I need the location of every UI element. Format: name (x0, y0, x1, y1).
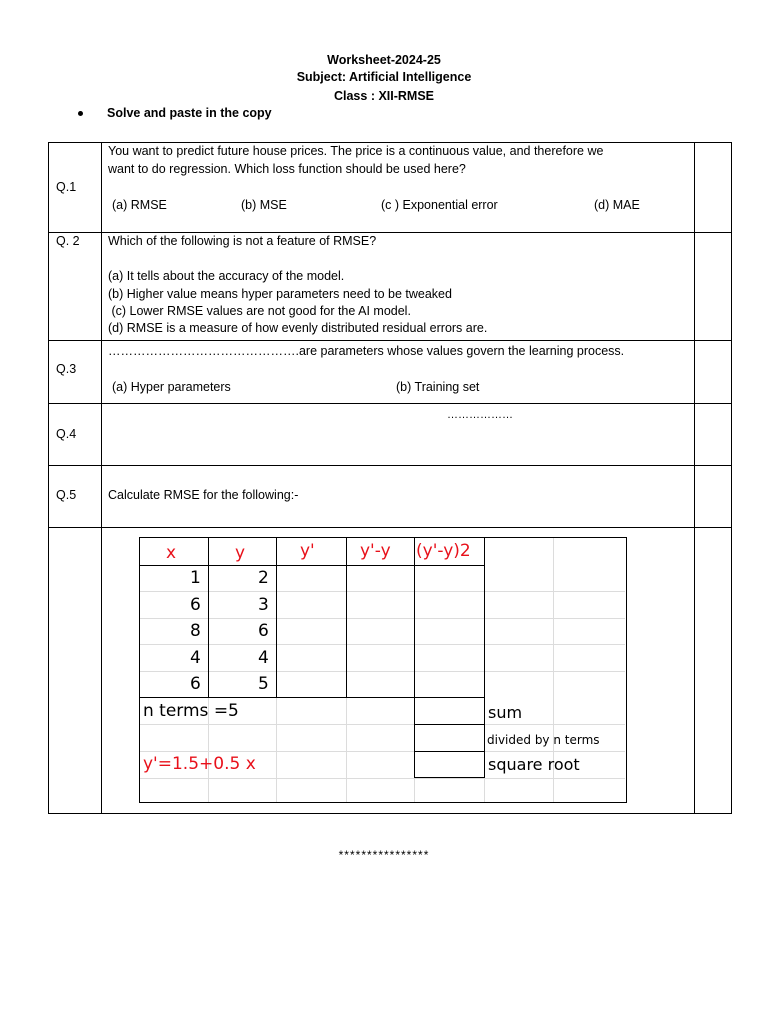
question-number: Q. 2 (56, 234, 80, 248)
option-a: (a) RMSE (112, 198, 167, 212)
header-x: x (166, 543, 177, 563)
option-a: (a) Hyper parameters (112, 380, 231, 394)
question-number: Q.4 (56, 427, 77, 441)
option-d: (d) MAE (594, 198, 640, 212)
table-border (140, 697, 485, 698)
table-border (484, 538, 485, 778)
table-border (414, 538, 415, 778)
option-d: (d) RMSE is a measure of how evenly distributed residual errors are. (108, 321, 488, 335)
cell-x: 6 (190, 674, 201, 694)
n-terms-label: n terms =5 (143, 701, 239, 721)
header-diff: y'-y (360, 541, 391, 561)
cell-y: 4 (258, 648, 269, 668)
table-border (414, 724, 485, 725)
option-a: (a) It tells about the accuracy of the model. (108, 269, 345, 283)
cell-y: 2 (258, 568, 269, 588)
instruction (78, 106, 272, 120)
table-border (276, 538, 277, 698)
question-number: Q.3 (56, 362, 77, 376)
table-border (414, 751, 485, 752)
cell-y: 5 (258, 674, 269, 694)
header-y: y (235, 543, 246, 563)
instruction-text: Solve and paste in the copy (107, 106, 272, 120)
cell-x: 4 (190, 648, 201, 668)
rmse-spreadsheet (139, 537, 627, 803)
question-row-4 (49, 404, 731, 466)
grid-line (346, 697, 347, 802)
table-border (208, 538, 209, 698)
cell-x: 8 (190, 621, 201, 641)
footer-stars: **************** (338, 848, 430, 862)
divided-label: divided by n terms (487, 733, 600, 747)
sum-label: sum (488, 703, 523, 722)
question-row-2 (49, 233, 731, 341)
question-number: Q.1 (56, 180, 77, 194)
worksheet-title: Worksheet-2024-25 (327, 53, 441, 67)
question-text: Which of the following is not a feature of RMSE? (108, 234, 377, 248)
header-diff-squared: (y'-y)2 (416, 541, 471, 561)
table-border (140, 565, 485, 566)
question-row-3 (49, 341, 731, 404)
option-b: (b) MSE (241, 198, 287, 212)
question-number: Q.5 (56, 488, 77, 502)
question-text: ……………… (447, 409, 513, 421)
table-border (346, 538, 347, 698)
option-b: (b) Training set (396, 380, 480, 394)
table-border (414, 777, 485, 778)
question-row-1 (49, 143, 731, 233)
question-text: ……………………………………….are parameters whose values govern the learning process. (108, 344, 625, 358)
option-c: (c ) Exponential error (381, 198, 498, 212)
header-y-prime: y' (300, 541, 315, 561)
formula-label: y'=1.5+0.5 x (143, 754, 256, 774)
cell-x: 6 (190, 595, 201, 615)
option-b: (b) Higher value means hyper parameters need to be tweaked (108, 287, 452, 301)
cell-y: 3 (258, 595, 269, 615)
class-line: Class : XII-RMSE (333, 89, 435, 103)
square-root-label: square root (488, 755, 580, 774)
cell-y: 6 (258, 621, 269, 641)
subject-line: Subject: Artificial Intelligence (296, 70, 472, 84)
option-c: (c) Lower RMSE values are not good for the AI model. (108, 304, 411, 318)
grid-line (276, 697, 277, 802)
question-text: You want to predict future house prices. The price is a continuous value, and therefore we (108, 144, 604, 158)
bullet-icon (78, 111, 83, 116)
question-text: Calculate RMSE for the following:- (108, 488, 299, 502)
question-text: want to do regression. Which loss function should be used here? (108, 162, 466, 176)
question-row-5 (49, 466, 731, 528)
cell-x: 1 (190, 568, 201, 588)
